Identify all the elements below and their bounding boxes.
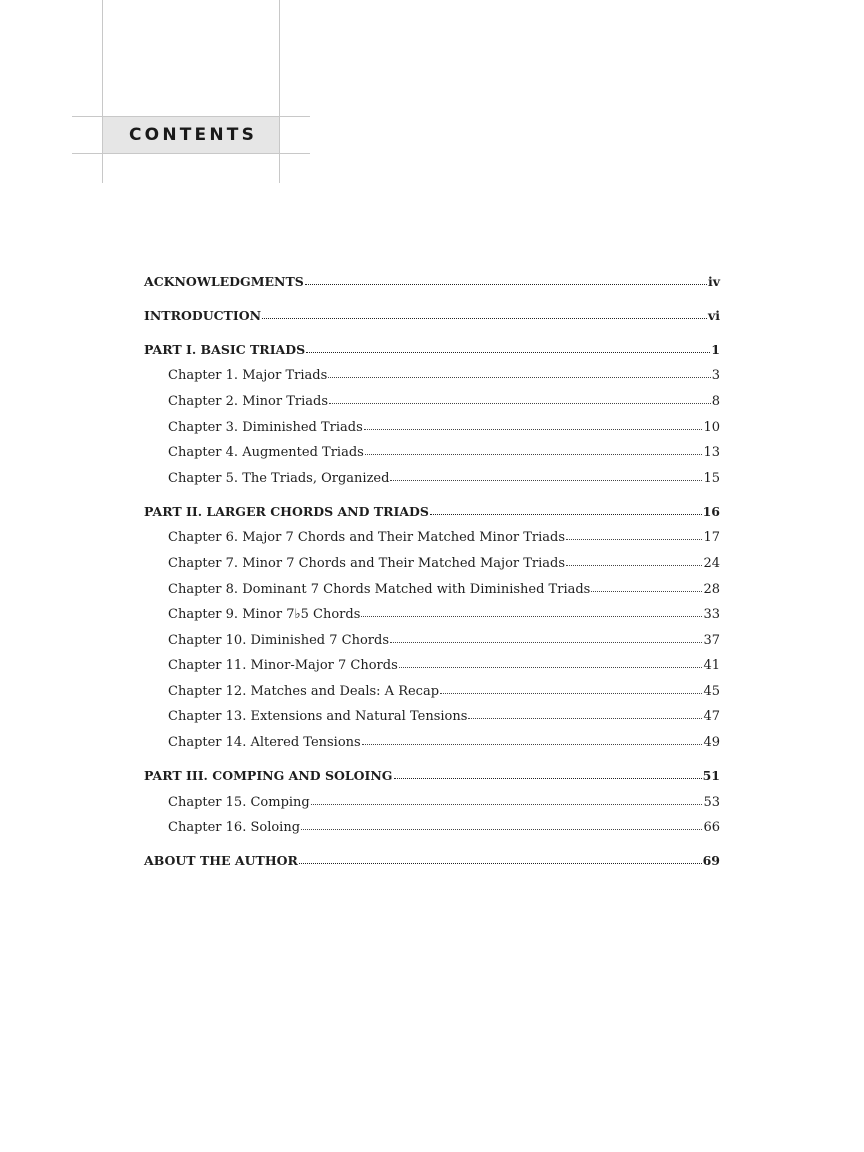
toc-page-number: 17 — [703, 530, 720, 545]
toc-entry-title: Chapter 1. Major Triads — [168, 368, 328, 383]
toc-entry-title: Chapter 2. Minor Triads — [168, 394, 328, 409]
toc-entry-title: Chapter 15. Comping — [168, 795, 310, 810]
toc-page-number: 13 — [703, 445, 720, 460]
toc-entry-title: Chapter 5. The Triads, Organized — [168, 471, 390, 486]
dot-leader — [390, 470, 702, 482]
dot-leader — [468, 708, 702, 720]
toc-chapter-entry[interactable] — [168, 657, 720, 674]
toc-section-entry[interactable] — [144, 308, 720, 324]
dot-leader — [299, 853, 702, 865]
toc-chapter-entry[interactable] — [168, 708, 720, 725]
toc-entry-title: Chapter 7. Minor 7 Chords and Their Matched Major Triads — [168, 556, 566, 571]
toc-chapter-entry[interactable] — [168, 444, 720, 461]
dot-leader — [365, 444, 703, 456]
dot-leader — [394, 768, 702, 780]
toc-page-number: 15 — [703, 471, 720, 486]
toc-entry-title: Chapter 14. Altered Tensions — [168, 735, 361, 750]
toc-chapter-entry[interactable] — [168, 734, 720, 751]
toc-page-number: 53 — [703, 795, 720, 810]
toc-chapter-entry[interactable] — [168, 555, 720, 572]
crop-line-left — [102, 0, 103, 183]
toc-page-number: 16 — [702, 504, 720, 519]
toc-entry-title: INTRODUCTION — [144, 308, 262, 323]
toc-section-entry[interactable] — [144, 274, 720, 290]
toc-section-entry[interactable] — [144, 342, 720, 358]
crop-line-bottom — [72, 153, 310, 154]
dot-leader — [301, 819, 702, 831]
toc-chapter-entry[interactable] — [168, 367, 720, 384]
toc-page-number: 10 — [703, 420, 720, 435]
toc-section-entry[interactable] — [144, 504, 720, 520]
dot-leader — [262, 308, 707, 320]
toc-page-number: 24 — [703, 556, 720, 571]
dot-leader — [390, 632, 702, 644]
dot-leader — [311, 794, 703, 806]
toc-page-number: 49 — [703, 735, 720, 750]
toc-chapter-entry[interactable] — [168, 419, 720, 436]
toc-page-number: 47 — [703, 709, 720, 724]
toc-page-number: vi — [707, 308, 720, 323]
toc-chapter-entry[interactable] — [168, 819, 720, 836]
dot-leader — [328, 367, 710, 379]
toc-entry-title: ACKNOWLEDGMENTS — [144, 274, 304, 289]
toc-page-number: iv — [707, 274, 720, 289]
toc-page-number: 66 — [703, 820, 720, 835]
toc-page-number: 3 — [711, 368, 720, 383]
toc-entry-title: Chapter 13. Extensions and Natural Tensions — [168, 709, 468, 724]
toc-page-number: 1 — [711, 342, 720, 357]
dot-leader — [591, 581, 702, 593]
page-title: CONTENTS — [129, 125, 258, 145]
toc-page-number: 41 — [703, 658, 720, 673]
toc-entry-title: Chapter 9. Minor 7♭5 Chords — [168, 607, 361, 622]
toc-entry-title: Chapter 16. Soloing — [168, 820, 301, 835]
toc-entry-title: Chapter 4. Augmented Triads — [168, 445, 364, 460]
dot-leader — [430, 504, 702, 516]
toc-page-number: 28 — [703, 582, 720, 597]
toc-chapter-entry[interactable] — [168, 794, 720, 811]
toc-page-number: 33 — [703, 607, 720, 622]
dot-leader — [364, 419, 703, 431]
toc-entry-title: Chapter 3. Diminished Triads — [168, 420, 363, 435]
toc-section-entry[interactable] — [144, 853, 720, 869]
dot-leader — [566, 529, 702, 541]
dot-leader — [566, 555, 702, 567]
toc-page-number: 45 — [703, 684, 720, 699]
toc-chapter-entry[interactable] — [168, 683, 720, 700]
toc-entry-title: PART II. LARGER CHORDS AND TRIADS — [144, 504, 429, 519]
dot-leader — [361, 606, 702, 618]
dot-leader — [329, 393, 711, 405]
toc-entry-title: PART I. BASIC TRIADS — [144, 342, 306, 357]
dot-leader — [306, 342, 710, 354]
toc-chapter-entry[interactable] — [168, 470, 720, 487]
toc-chapter-entry[interactable] — [168, 632, 720, 649]
toc-page-number: 8 — [711, 394, 720, 409]
toc-entry-title: ABOUT THE AUTHOR — [144, 853, 298, 868]
toc-chapter-entry[interactable] — [168, 393, 720, 410]
toc-page-number: 37 — [703, 633, 720, 648]
toc-entry-title: Chapter 8. Dominant 7 Chords Matched with Diminished Triads — [168, 582, 591, 597]
dot-leader — [399, 657, 703, 669]
dot-leader — [440, 683, 702, 695]
toc-chapter-entry[interactable] — [168, 606, 720, 623]
dot-leader — [362, 734, 703, 746]
toc-entry-title: Chapter 6. Major 7 Chords and Their Matched Minor Triads — [168, 530, 566, 545]
toc-page-number: 69 — [702, 853, 720, 868]
dot-leader — [305, 274, 707, 286]
toc-entry-title: Chapter 10. Diminished 7 Chords — [168, 633, 390, 648]
toc-chapter-entry[interactable] — [168, 581, 720, 598]
contents-header — [0, 0, 864, 200]
toc-page-number: 51 — [702, 768, 720, 783]
toc-entry-title: Chapter 11. Minor-Major 7 Chords — [168, 658, 398, 673]
toc-entry-title: Chapter 12. Matches and Deals: A Recap — [168, 684, 440, 699]
toc-chapter-entry[interactable] — [168, 529, 720, 546]
toc-section-entry[interactable] — [144, 768, 720, 784]
toc-entry-title: PART III. COMPING AND SOLOING — [144, 768, 393, 783]
crop-line-right — [279, 0, 280, 183]
